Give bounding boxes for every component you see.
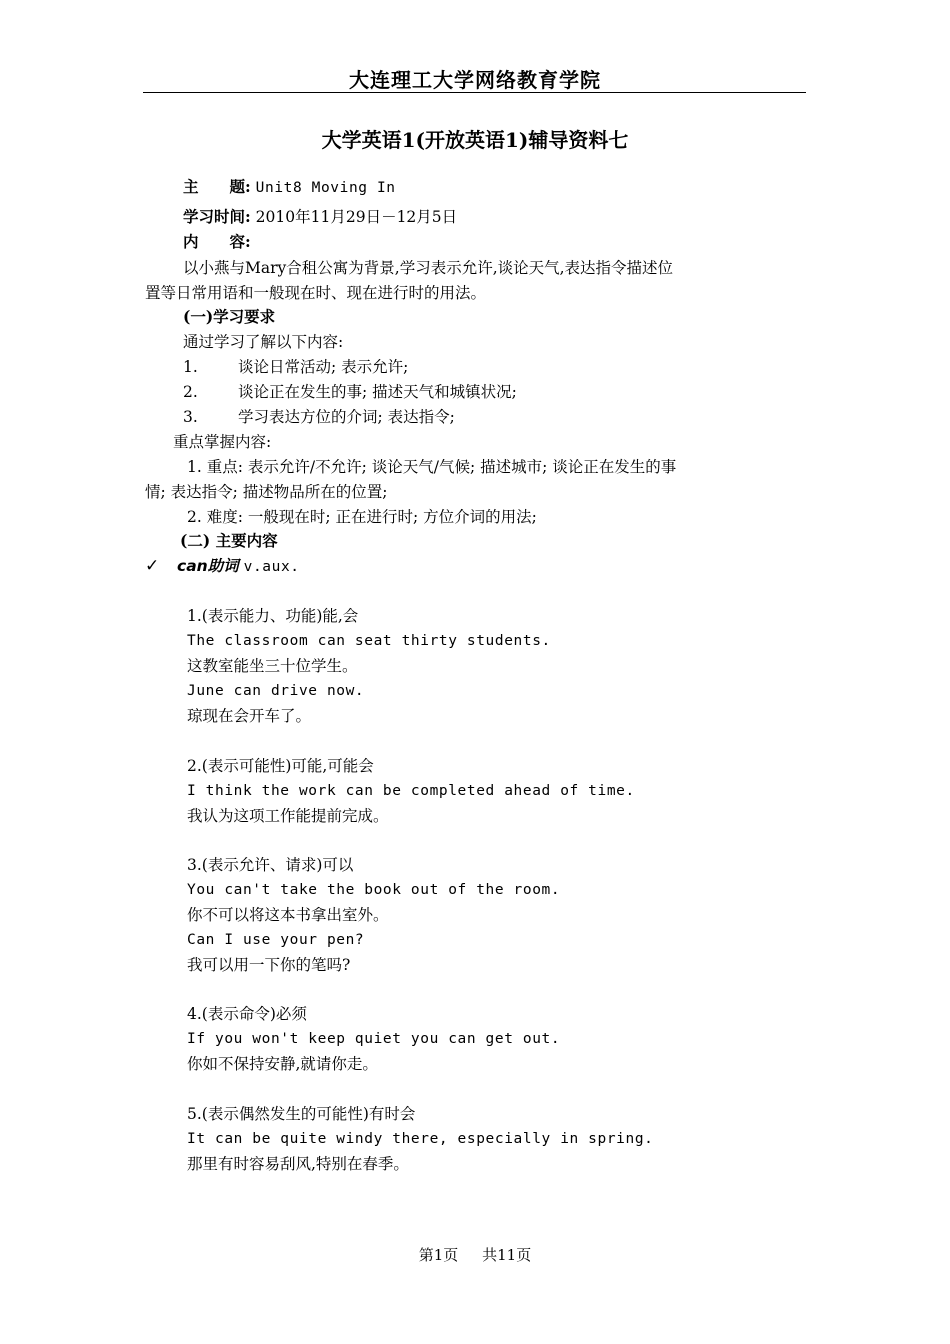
key-points-line-1: 1. 重点: 表示允许/不允许; 谈论天气/气候; 描述城市; 谈论正在发生的事: [187, 458, 677, 476]
requirement-item: [183, 407, 455, 427]
example-chinese: 你不可以将这本书拿出室外。: [187, 906, 389, 924]
example-chinese: 我可以用一下你的笔吗?: [187, 956, 351, 974]
example-english: June can drive now.: [187, 683, 365, 699]
usage-title: 1.(表示能力、功能)能,会: [187, 607, 359, 625]
key-points-heading: 重点掌握内容:: [173, 433, 272, 451]
section-heading-requirements: (一)学习要求: [183, 307, 276, 326]
content-line: [183, 232, 251, 252]
key-points-line-2: 情; 表达指令; 描述物品所在的位置;: [145, 483, 388, 501]
document-title: 大学英语1(开放英语1)辅导资料七: [321, 128, 629, 152]
header-divider: [143, 92, 806, 93]
requirements-lead: 通过学习了解以下内容:: [183, 333, 344, 351]
topic-label: 主 题:: [183, 177, 251, 196]
usage-title: 2.(表示可能性)可能,可能会: [187, 757, 374, 775]
can-label: can助词: [177, 557, 239, 575]
example-chinese: 这教室能坐三十位学生。: [187, 657, 358, 675]
item-text: 谈论日常活动; 表示允许;: [238, 358, 409, 376]
can-part-of-speech: v.aux.: [243, 559, 300, 575]
section-heading-main-content: (二) 主要内容: [180, 531, 278, 550]
time-line: [183, 207, 457, 227]
topic-line: [183, 177, 396, 198]
header-institution: 大连理工大学网络教育学院: [349, 68, 601, 92]
item-text: 学习表达方位的介词; 表达指令;: [238, 408, 455, 426]
example-chinese: 你如不保持安静,就请你走。: [187, 1055, 378, 1073]
example-chinese: 琼现在会开车了。: [187, 707, 312, 725]
time-value: 2010年11月29日－12月5日: [255, 208, 458, 226]
requirement-item: [183, 382, 517, 402]
item-number: 1.: [183, 358, 198, 376]
time-label: 学习时间:: [183, 207, 251, 226]
item-number: 2.: [183, 383, 198, 401]
usage-title: 3.(表示允许、请求)可以: [187, 856, 354, 874]
item-number: 3.: [183, 408, 198, 426]
example-chinese: 那里有时容易刮风,特别在春季。: [187, 1155, 409, 1173]
can-entry-heading: [177, 556, 300, 577]
page-total: 共11页: [482, 1246, 532, 1264]
example-english: Can I use your pen?: [187, 932, 365, 948]
requirement-item: [183, 357, 408, 377]
example-english: I think the work can be completed ahead of time.: [187, 783, 635, 799]
example-english: It can be quite windy there, especially in spring.: [187, 1131, 654, 1147]
page-number: 第1页: [418, 1246, 459, 1264]
page-footer: [0, 1244, 950, 1265]
intro-line-1: 以小燕与Mary合租公寓为背景,学习表示允许,谈论天气,表达指令描述位: [183, 259, 674, 277]
checkmark-icon: ✓: [145, 556, 160, 576]
example-english: The classroom can seat thirty students.: [187, 633, 551, 649]
usage-title: 5.(表示偶然发生的可能性)有时会: [187, 1105, 416, 1123]
difficulty-line: 2. 难度: 一般现在时; 正在进行时; 方位介词的用法;: [187, 508, 537, 526]
content-label: 内 容:: [183, 232, 251, 251]
usage-title: 4.(表示命令)必须: [187, 1005, 307, 1023]
topic-value: Unit8 Moving In: [255, 180, 396, 196]
example-english: If you won't keep quiet you can get out.: [187, 1031, 561, 1047]
intro-line-2: 置等日常用语和一般现在时、现在进行时的用法。: [145, 284, 487, 302]
example-english: You can't take the book out of the room.: [187, 882, 561, 898]
example-chinese: 我认为这项工作能提前完成。: [187, 807, 389, 825]
item-text: 谈论正在发生的事; 描述天气和城镇状况;: [238, 383, 517, 401]
